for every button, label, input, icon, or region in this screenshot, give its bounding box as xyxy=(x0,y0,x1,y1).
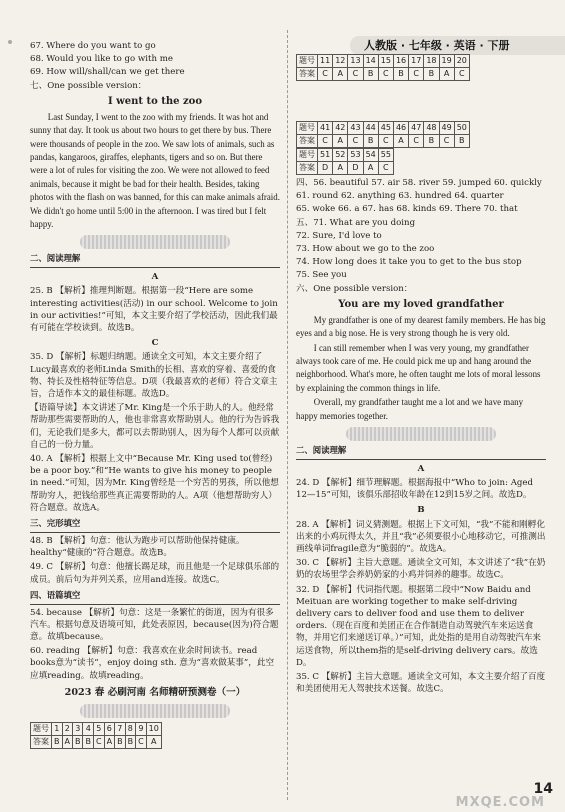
table-cell: A xyxy=(104,735,114,748)
dialog-line: 69. How will/shall/can we get there xyxy=(30,67,185,78)
answer-line: 61. round 62. anything 63. hundred 64. quarter xyxy=(296,191,504,202)
table-cell: C xyxy=(318,135,333,148)
page-number: 14 xyxy=(533,781,553,798)
table-cell: 54 xyxy=(363,149,378,162)
table-cell: 8 xyxy=(125,722,136,735)
table-cell: B xyxy=(363,68,378,81)
table-cell: 6 xyxy=(104,722,114,735)
section-heading: 七、One possible version： xyxy=(30,80,147,91)
answer-line: 65. woke 66. a 67. has 68. kinds 69. There 70. that xyxy=(296,204,518,215)
table-cell: 46 xyxy=(393,122,408,135)
decorative-banner xyxy=(346,427,496,441)
answer-line: 73. How about we go to the zoo xyxy=(296,244,435,255)
answer-table-51-55 xyxy=(296,148,394,175)
table-cell: A xyxy=(363,162,378,175)
table-cell: A xyxy=(62,735,72,748)
table-cell: C xyxy=(409,68,424,81)
watermark: MXQE.COM xyxy=(455,794,545,810)
answer-line: 四、56. beautiful 57. air 58. river 59. jumped 60. quickly xyxy=(296,178,542,188)
dialog-line: 67. Where do you want to go xyxy=(30,41,156,51)
table-cell: 题号 xyxy=(31,722,52,735)
table-cell: 3 xyxy=(72,722,83,735)
table-cell: A xyxy=(393,135,408,148)
table-cell: C xyxy=(378,68,393,81)
table-cell: B xyxy=(83,735,94,748)
table-cell: 48 xyxy=(424,122,439,135)
table-cell: 5 xyxy=(93,722,104,735)
table-cell: B xyxy=(393,68,408,81)
answer-49: 49. C 【解析】句意：他擅长踢足球，而且他是一个足球俱乐部的成员。前后句为并列关系，应用and连接。故选C。 xyxy=(30,562,280,585)
dialog-line: 68. Would you like to go with me xyxy=(30,54,173,65)
table-cell: 55 xyxy=(378,149,393,162)
table-cell: 12 xyxy=(333,55,348,68)
table-cell: 1 xyxy=(52,722,63,735)
table-cell: 18 xyxy=(424,55,439,68)
part-label: C xyxy=(151,338,159,349)
table-cell: C xyxy=(348,68,363,81)
table-cell: A xyxy=(439,68,454,81)
table-cell: 53 xyxy=(348,149,363,162)
table-cell: B xyxy=(454,135,469,148)
table-cell: 45 xyxy=(378,122,393,135)
header-title: 人教版 · 七年级 · 英语 · 下册 xyxy=(350,36,565,55)
table-cell: B xyxy=(72,735,83,748)
answer-line: 75. See you xyxy=(296,270,347,281)
table-cell: 9 xyxy=(136,722,147,735)
table-cell: 51 xyxy=(318,149,333,162)
section-heading: 六、One possible version： xyxy=(296,283,413,294)
table-cell: B xyxy=(424,68,439,81)
table-cell: 11 xyxy=(318,55,333,68)
table-cell: A xyxy=(333,68,348,81)
table-cell: 7 xyxy=(115,722,126,735)
table-cell: 答案 xyxy=(297,68,318,81)
table-row xyxy=(297,149,394,162)
table-cell: 答案 xyxy=(297,135,318,148)
answer-54: 54. because 【解析】句意：这是一条繁忙的街道，因为有很多汽车。根据句意及语境可知，此处表原因，because(因为)符合题意。故填because。 xyxy=(30,607,279,643)
table-cell: 42 xyxy=(333,122,348,135)
table-cell: B xyxy=(125,735,136,748)
table-cell: 4 xyxy=(83,722,94,735)
answer-40: 40. A 【解析】根据上文中“Because Mr. King used to(曾经) be a poor boy.”和“He wants to give his money to people in need.”可知，因为Mr. King曾经是一个穷苦的男孩，所以他想帮助穷人，把钱给那些真正需要帮助的人。A项（他想帮助穷人）符合题意。故选A。 xyxy=(30,454,279,513)
table-cell: 题号 xyxy=(297,122,318,135)
table-cell: 13 xyxy=(348,55,363,68)
essay-paragraph: I can still remember when I was very young, my grandfather always took care of me. He could pick me up and hang around the neighborhood. What's more, he often taught me lots of moral lessons by explaining the common things in life. xyxy=(296,342,541,393)
table-cell: 20 xyxy=(454,55,469,68)
answer-35: 35. C 【解析】主旨大意题。通读全文可知，本文主要介绍了百度和美团使用无人驾驶技术送餐。故选C。 xyxy=(296,672,546,695)
table-cell: 49 xyxy=(439,122,454,135)
table-cell: B xyxy=(115,735,126,748)
table-cell: C xyxy=(93,735,104,748)
section-fill: 四、语篇填空 xyxy=(30,590,280,605)
table-cell: A xyxy=(146,735,161,748)
table-cell: 44 xyxy=(363,122,378,135)
table-cell: B xyxy=(52,735,63,748)
answer-48: 48. B 【解析】句意：他认为跑步可以帮助他保持健康。healthy“健康的”符合题意。故选B。 xyxy=(30,535,245,559)
section-reading: 二、阅读理解 xyxy=(296,445,546,460)
table-cell: 16 xyxy=(393,55,408,68)
answer-30: 30. C 【解析】主旨大意题。通读全文可知，本文讲述了“我”在奶奶的农场里学会养奶奶家的小鸡并饲养的趣事。故选C。 xyxy=(296,558,546,581)
table-row xyxy=(31,722,162,735)
answer-28: 28. A 【解析】词义猜测题。根据上下文可知，“我”不能和刚孵化出来的小鸡玩得太久，并且“我”必须要很小心地移动它，可推测出画线单词fragile意为“脆弱的”。故选A。 xyxy=(296,519,546,555)
table-cell: C xyxy=(136,735,147,748)
table-cell: D xyxy=(348,162,363,175)
answer-35: 35. D 【解析】标题归纳题。通读全文可知，本文主要介绍了Lucy最喜欢的老师Linda Smith的长相、喜欢的穿着、喜爱的食物、特长及性格特征等信息。D项（我最喜欢的老师）符合文章主旨，合适作本文的最佳标题。故选D。 xyxy=(30,352,278,399)
table-cell: B xyxy=(424,135,439,148)
table-cell: 43 xyxy=(348,122,363,135)
essay-paragraph: My grandfather is one of my dearest family members. He has big eyes and a big nose. He is very strong though he is very old. xyxy=(296,315,546,339)
table-cell: C xyxy=(378,162,393,175)
table-row xyxy=(297,135,470,148)
answer-line: 五、71. What are you doing xyxy=(296,217,416,228)
essay-title: I went to the zoo xyxy=(107,95,203,107)
margin-dot xyxy=(8,40,12,44)
table-cell: 50 xyxy=(454,122,469,135)
table-cell: 答案 xyxy=(31,735,52,748)
part-label: A xyxy=(417,463,425,474)
table-cell: 52 xyxy=(333,149,348,162)
answer-line: 74. How long does it take you to get to the bus stop xyxy=(296,257,522,268)
table-cell: 14 xyxy=(363,55,378,68)
answer-24: 24. D 【解析】细节理解题。根据海报中“Who to join: Aged 12—15”可知，该俱乐部招收年龄在12到15岁之间。故选D。 xyxy=(296,478,533,501)
answer-line: 72. Sure, I'd love to xyxy=(296,230,382,241)
section-cloze: 三、完形填空 xyxy=(30,518,280,533)
table-cell: 47 xyxy=(409,122,424,135)
table-cell: 19 xyxy=(439,55,454,68)
decorative-banner xyxy=(80,235,230,249)
answer-table-11-20 xyxy=(296,54,470,81)
table-cell: C xyxy=(318,68,333,81)
table-row xyxy=(297,68,470,81)
table-cell: 2 xyxy=(62,722,72,735)
essay-paragraph: Overall, my grandfather taught me a lot and we have many happy memories together. xyxy=(296,397,524,421)
guide-text: 【语篇导读】本文讲述了Mr. King是一个乐于助人的人。他经常帮助那些需要帮助的人，他也非常喜欢帮助别人。他的行为告诉我们，无论我们是多大，都可以去帮助别人，因为每个人都可以贡献自己的一份力量。 xyxy=(30,403,280,450)
answer-60: 60. reading 【解析】句意：我喜欢在业余时间读书。read books意为“读书”，enjoy doing sth. 意为“喜欢做某事”，此空应填reading。故填reading。 xyxy=(30,646,275,681)
table-cell: 题号 xyxy=(297,149,318,162)
table-cell: 17 xyxy=(409,55,424,68)
table-cell: B xyxy=(363,135,378,148)
table-cell: D xyxy=(318,162,333,175)
table-row xyxy=(297,162,394,175)
table-cell: C xyxy=(378,135,393,148)
table-cell: 41 xyxy=(318,122,333,135)
answer-25: 25. B 【解析】推理判断题。根据第一段“Here are some interesting activities(活动) in our school. Welcome to join in our activities!”可知，本文主要介绍了学校活动，因此我们最有可能在学校读到。故选B。 xyxy=(30,286,278,333)
table-cell: 答案 xyxy=(297,162,318,175)
part-label: A xyxy=(151,272,159,283)
table-cell: C xyxy=(454,68,469,81)
table-cell: C xyxy=(409,135,424,148)
table-row xyxy=(297,55,470,68)
answer-32: 32. D 【解析】代词指代题。根据第二段中“Now Baidu and Meituan are working together to make self-driving delivery cars to deliver food and use them to deliver orders.（现在百度和美团正在合作制造自动驾驶汽车来运送食物，并用它们来递送订单。）”可知，此处指的是用自动驾驶汽车来运送食物，所以them指的是self-driving delivery cars。故选D。 xyxy=(296,584,542,668)
table-cell: 15 xyxy=(378,55,393,68)
contest-title: 2023 春 必刷河南 名师精研预测卷（一） xyxy=(64,686,246,698)
essay-paragraph: Last Sunday, I went to the zoo with my friends. It was hot and sunny that day. It took us about two hours to get there by bus. There were thousands of people in the zoo. We saw lots of animals, such as pandas, kangaroos, giraffes, elephants, tigers and so on. But there were a lot of rules for visiting the zoo. We were not allowed to feed animals, because it might be bad for their health. Besides, taking photos with the flash on was banned, for this can make animals afraid. We didn't go home until 5:00 in the afternoon. I was tired but I felt happy. xyxy=(30,112,280,229)
essay-title: You are my loved grandfather xyxy=(338,298,504,310)
table-row xyxy=(297,122,470,135)
right-column xyxy=(296,40,546,697)
table-cell: C xyxy=(439,135,454,148)
table-cell: 10 xyxy=(146,722,161,735)
table-cell: A xyxy=(333,162,348,175)
table-cell: C xyxy=(348,135,363,148)
decorative-banner xyxy=(80,704,230,718)
answer-table-41-50 xyxy=(296,121,470,148)
table-row xyxy=(31,735,162,748)
section-reading: 二、阅读理解 xyxy=(30,253,280,268)
table-cell: A xyxy=(333,135,348,148)
part-label: B xyxy=(417,505,425,516)
column-divider xyxy=(287,30,288,800)
table-cell: 题号 xyxy=(297,55,318,68)
answer-table-1-10 xyxy=(30,722,162,749)
left-column xyxy=(30,40,280,749)
